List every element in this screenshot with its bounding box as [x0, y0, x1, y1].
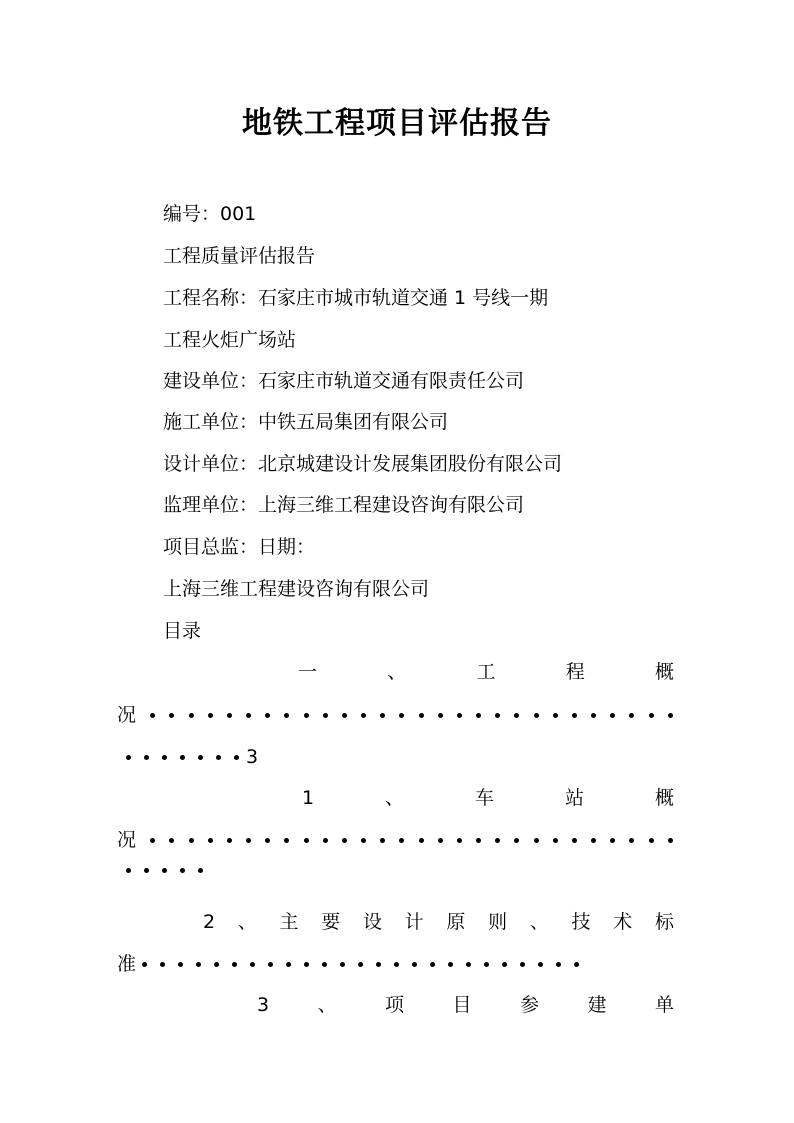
- leader-dot: [323, 713, 328, 718]
- leader-dot: [304, 713, 309, 718]
- toc-item-4-part: 、: [317, 994, 337, 1016]
- leader-dot: [144, 868, 149, 873]
- leader-dot: [649, 838, 654, 843]
- leader-dot: [574, 962, 579, 967]
- leader-dot: [361, 713, 366, 718]
- leader-dot: [399, 713, 404, 718]
- leader-dot: [448, 962, 453, 967]
- leader-dot: [196, 962, 201, 967]
- leader-dot: [216, 755, 221, 760]
- leader-dot: [304, 838, 309, 843]
- leader-dot: [668, 713, 673, 718]
- toc-item-3-part: 术: [613, 911, 633, 933]
- design-unit: 设计单位：北京城建设计发展集团股份有限公司: [163, 453, 563, 475]
- leader-dot: [514, 713, 519, 718]
- leader-dot: [180, 868, 185, 873]
- toc-item-1-leader: [117, 703, 673, 727]
- toc-item-2[interactable]: [302, 786, 674, 810]
- chief-supervisor-date: 项目总监：日期：: [163, 536, 316, 558]
- toc-item-3-part: 标: [654, 911, 674, 933]
- leader-dot: [399, 838, 404, 843]
- toc-item-2-part: 1: [302, 787, 315, 809]
- project-name: 工程名称：石家庄市城市轨道交通 1 号线一期: [163, 287, 549, 309]
- project-name-cont: 工程火炬广场站: [163, 329, 297, 351]
- leader-dot: [265, 838, 270, 843]
- toc-item-2-part: 、: [385, 787, 405, 809]
- leader-dot: [234, 755, 239, 760]
- toc-item-2-part: 站: [564, 787, 584, 809]
- leader-dot: [169, 838, 174, 843]
- toc-item-4-part: 3: [257, 994, 270, 1016]
- leader-dot: [198, 868, 203, 873]
- page-title: 地铁工程项目评估报告: [242, 106, 552, 141]
- toc-item-2-tail: 况: [117, 829, 137, 851]
- toc-item-3-part: 设: [362, 911, 382, 933]
- toc-item-4-part: 目: [452, 994, 472, 1016]
- leader-dot: [466, 962, 471, 967]
- toc-item-2-part: 车: [475, 787, 495, 809]
- leader-dot: [227, 838, 232, 843]
- leader-dot: [534, 713, 539, 718]
- leader-dot: [340, 962, 345, 967]
- leader-dot: [342, 713, 347, 718]
- supervision-unit: 监理单位：上海三维工程建设咨询有限公司: [163, 494, 525, 516]
- leader-dot: [144, 755, 149, 760]
- toc-item-1-page: 3: [246, 746, 259, 768]
- toc-item-3-leader: [117, 952, 592, 976]
- leader-dot: [457, 838, 462, 843]
- toc-item-3-part: 、: [529, 911, 549, 933]
- leader-dot: [476, 838, 481, 843]
- toc-item-3-tail: 准: [117, 953, 137, 975]
- toc-item-4-part: 建: [587, 994, 607, 1016]
- leader-dot: [208, 838, 213, 843]
- leader-dot: [227, 713, 232, 718]
- leader-dot: [438, 838, 443, 843]
- toc-item-1-tail: 况: [117, 704, 137, 726]
- leader-dot: [342, 838, 347, 843]
- toc-item-4-part: 参: [520, 994, 540, 1016]
- leader-dot: [610, 713, 615, 718]
- toc-item-2-part: 概: [654, 787, 674, 809]
- toc-item-4[interactable]: [257, 993, 674, 1017]
- leader-dot: [198, 755, 203, 760]
- leader-dot: [380, 838, 385, 843]
- leader-dot: [180, 755, 185, 760]
- leader-dot: [502, 962, 507, 967]
- toc-item-4-part: 项: [385, 994, 405, 1016]
- leader-dot: [246, 713, 251, 718]
- leader-dot: [484, 962, 489, 967]
- leader-dot: [189, 838, 194, 843]
- leader-dot: [457, 713, 462, 718]
- toc-item-1-part: 工: [476, 661, 496, 683]
- leader-dot: [419, 838, 424, 843]
- leader-dot: [250, 962, 255, 967]
- toc-item-3-part: 主: [279, 911, 299, 933]
- toc-item-3-part: 技: [571, 911, 591, 933]
- leader-dot: [629, 713, 634, 718]
- toc-item-3-part: 计: [404, 911, 424, 933]
- leader-dot: [178, 962, 183, 967]
- toc-item-2-leader: [117, 828, 673, 852]
- leader-dot: [268, 962, 273, 967]
- leader-dot: [126, 755, 131, 760]
- leader-dot: [361, 838, 366, 843]
- leader-dot: [246, 838, 251, 843]
- leader-dot: [629, 838, 634, 843]
- toc-item-2-leader-end: [126, 868, 216, 873]
- leader-dot: [514, 838, 519, 843]
- leader-dot: [591, 838, 596, 843]
- leader-dot: [438, 713, 443, 718]
- supervision-company: 上海三维工程建设咨询有限公司: [163, 578, 430, 600]
- toc-item-3-part: 原: [446, 911, 466, 933]
- leader-dot: [304, 962, 309, 967]
- leader-dot: [265, 713, 270, 718]
- toc-item-3-part: 要: [321, 911, 341, 933]
- leader-dot: [284, 713, 289, 718]
- toc-item-1-part: 一: [298, 661, 318, 683]
- toc-item-3-part: 2: [203, 911, 216, 933]
- leader-dot: [162, 868, 167, 873]
- leader-dot: [572, 713, 577, 718]
- leader-dot: [189, 713, 194, 718]
- leader-dot: [376, 962, 381, 967]
- toc-item-1-part: 概: [654, 661, 674, 683]
- leader-dot: [476, 713, 481, 718]
- leader-dot: [591, 713, 596, 718]
- leader-dot: [126, 868, 131, 873]
- leader-dot: [380, 713, 385, 718]
- leader-dot: [169, 713, 174, 718]
- toc-item-3[interactable]: [203, 910, 674, 934]
- leader-dot: [358, 962, 363, 967]
- leader-dot: [162, 755, 167, 760]
- leader-dot: [668, 838, 673, 843]
- leader-dot: [160, 962, 165, 967]
- toc-item-1-part: 、: [387, 661, 407, 683]
- leader-dot: [322, 962, 327, 967]
- leader-dot: [284, 838, 289, 843]
- leader-dot: [534, 838, 539, 843]
- toc-heading: 目录: [163, 620, 202, 642]
- leader-dot: [323, 838, 328, 843]
- leader-dot: [553, 838, 558, 843]
- leader-dot: [495, 838, 500, 843]
- leader-dot: [412, 962, 417, 967]
- leader-dot: [419, 713, 424, 718]
- toc-item-1-leader-end: [126, 745, 258, 769]
- leader-dot: [495, 713, 500, 718]
- leader-dot: [150, 838, 155, 843]
- report-type: 工程质量评估报告: [163, 245, 316, 267]
- leader-dot: [553, 713, 558, 718]
- leader-dot: [232, 962, 237, 967]
- leader-dot: [572, 838, 577, 843]
- doc-number: 编号：001: [163, 203, 257, 225]
- leader-dot: [520, 962, 525, 967]
- leader-dot: [610, 838, 615, 843]
- toc-item-1[interactable]: [298, 660, 674, 684]
- leader-dot: [538, 962, 543, 967]
- leader-dot: [649, 713, 654, 718]
- leader-dot: [286, 962, 291, 967]
- leader-dot: [556, 962, 561, 967]
- toc-item-3-part: 、: [237, 911, 257, 933]
- leader-dot: [394, 962, 399, 967]
- toc-item-4-part: 单: [654, 994, 674, 1016]
- toc-item-3-part: 则: [488, 911, 508, 933]
- construction-unit: 建设单位：石家庄市轨道交通有限责任公司: [163, 370, 525, 392]
- leader-dot: [214, 962, 219, 967]
- leader-dot: [430, 962, 435, 967]
- leader-dot: [142, 962, 147, 967]
- leader-dot: [208, 713, 213, 718]
- leader-dot: [150, 713, 155, 718]
- toc-item-1-part: 程: [565, 661, 585, 683]
- builder-unit: 施工单位：中铁五局集团有限公司: [163, 411, 449, 433]
